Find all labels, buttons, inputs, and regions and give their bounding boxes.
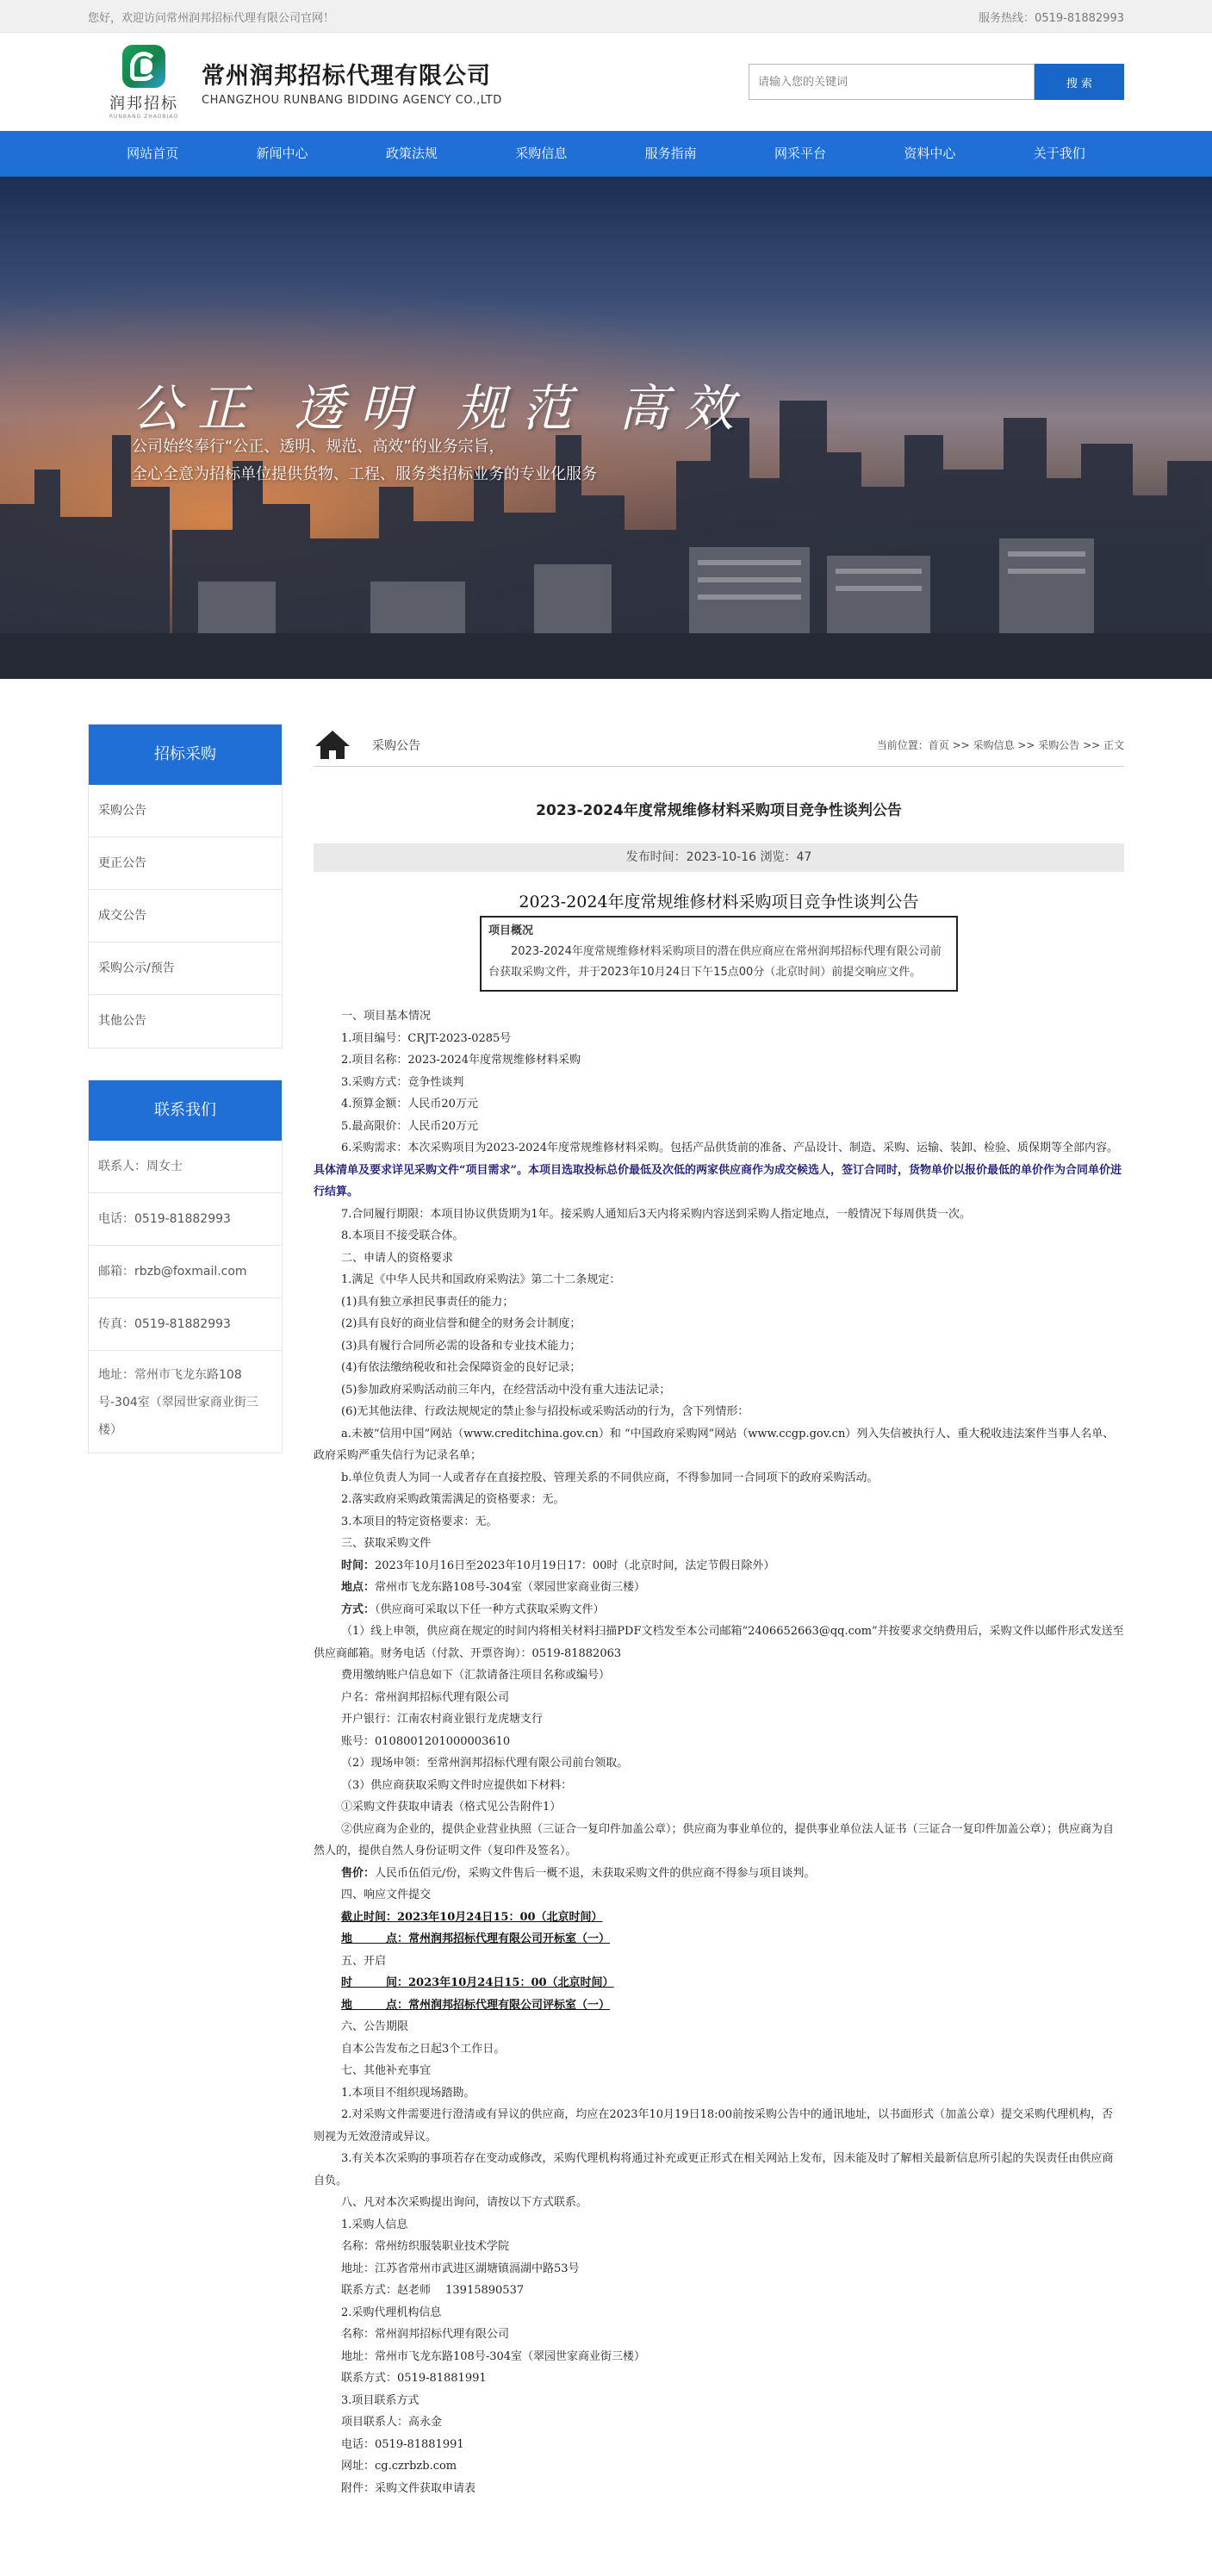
text-line: 1.本项目不组织现场踏勘。 — [341, 2086, 475, 2100]
value-location: 常州市飞龙东路108号-304室（翠园世家商业街三楼） — [375, 1581, 646, 1594]
text-line: 六、公告期限 — [341, 2020, 409, 2033]
search-input[interactable] — [749, 64, 1035, 100]
text-line: 地址：江苏省常州市武进区湖塘镇滆湖中路53号 — [341, 2262, 580, 2275]
text-line: 2.落实政府采购政策需满足的资格要求：无。 — [341, 1493, 565, 1506]
procurement-menu-title: 招标采购 — [89, 725, 282, 785]
contact-email[interactable]: 邮箱：rbzb@foxmail.com — [89, 1246, 282, 1298]
article-area — [314, 724, 1124, 2499]
text-line: 4.预算金额：人民币20万元 — [341, 1098, 478, 1111]
banner-description — [132, 433, 597, 488]
nav-news[interactable]: 新闻中心 — [256, 146, 308, 161]
text-line: 7.合同履行期限：本项目协议供货期为1年。接采购人通知后3天内将采购内容送到采购人指定地点，一般情况下每周供货一次。 — [341, 1207, 971, 1221]
nav-procurement[interactable]: 采购信息 — [515, 146, 568, 161]
hero-banner — [0, 177, 1212, 679]
sidebar — [88, 724, 283, 2499]
contact-box — [88, 1080, 283, 1453]
text-line: 1.满足《中华人民共和国政府采购法》第二十二条规定： — [341, 1273, 621, 1286]
text-line: 自本公告发布之日起3个工作日。 — [341, 2042, 506, 2056]
sidebar-item-other[interactable]: 其他公告 — [98, 1014, 146, 1028]
submission-location: 地 点：常州润邦招标代理有限公司开标室（一） — [341, 1932, 611, 1945]
text-line: 三、获取采购文件 — [341, 1537, 432, 1550]
text-line: 1.项目编号：CRJT-2023-0285号 — [341, 1031, 512, 1045]
text-line: 2.项目名称：2023-2024年度常规维修材料采购 — [341, 1054, 581, 1067]
welcome-text: 您好，欢迎访问常州润邦招标代理有限公司官网！ — [88, 11, 335, 25]
sidebar-item-deal[interactable]: 成交公告 — [89, 890, 282, 943]
text-line: 户名：常州润邦招标代理有限公司 — [341, 1690, 510, 1704]
label-time: 时间： — [341, 1559, 376, 1572]
text-line: 七、其他补充事宜 — [341, 2064, 432, 2077]
overview-text: 2023-2024年度常规维修材料采购项目的潜在供应商应在常州润邦招标代理有限公司前台获取采购文件，并于2023年10月24日下午15点00分（北京时间）前提交响应文件。 — [488, 945, 942, 979]
nav-about[interactable]: 关于我们 — [1033, 146, 1085, 161]
nav-service-guide[interactable]: 服务指南 — [644, 146, 697, 161]
text-line: 名称：常州纺织服装职业技术学院 — [341, 2240, 510, 2253]
text-paragraph: 3.有关本次采购的事项若存在变动或修改，采购代理机构将通过补充或更正形式在相关网站上发布，因未能及时了解相关最新信息所引起的失误责任由供应商自负。 — [314, 2152, 1114, 2187]
nav-policy[interactable]: 政策法规 — [385, 146, 438, 161]
logo-en-text: RUNBANG ZHAOBIAO — [109, 113, 179, 120]
text-paragraph — [314, 1137, 1124, 1204]
main-nav — [0, 131, 1212, 177]
nav-resources[interactable]: 资料中心 — [904, 146, 956, 161]
article-meta: 发布时间：2023-10-16 浏览：47 — [314, 843, 1124, 872]
text-line: b.单位负责人为同一人或者存在直接控股、管理关系的不同供应商，不得参加同一合同项下的政府采购活动。 — [341, 1471, 879, 1484]
sidebar-item-announcement[interactable]: 采购公告 — [89, 785, 282, 837]
opening-location: 地 点：常州润邦招标代理有限公司评标室（一） — [341, 1998, 611, 2012]
nav-home[interactable]: 网站首页 — [127, 146, 179, 161]
text-paragraph: a.未被“信用中国”网站（www.creditchina.gov.cn）和 “中国政府采购网”网站（www.ccgp.gov.cn）列入失信被执行人、重大税收违法案件当事人名单、政府采购严重失信行为记录名单； — [314, 1427, 1115, 1462]
label-method: 方式： — [341, 1602, 376, 1616]
search-button[interactable]: 搜 索 — [1035, 64, 1124, 100]
contact-person: 联系人：周女士 — [89, 1141, 282, 1193]
text-line: 五、开启 — [341, 1954, 387, 1968]
article-title: 2023-2024年度常规维修材料采购项目竞争性谈判公告 — [536, 802, 902, 819]
value-method: （供应商可采取以下任一种方式获取采购文件） — [375, 1602, 605, 1616]
text-line: ①采购文件获取申请表（格式见公告附件1） — [341, 1801, 562, 1814]
text-line: 二、申请人的资格要求 — [341, 1251, 454, 1265]
project-overview-box — [480, 916, 958, 992]
main-content — [88, 724, 1124, 2499]
text-line: 电话：0519-81881991 — [341, 2437, 464, 2451]
text-line: （2）现场申领：至常州润邦招标代理有限公司前台领取。 — [341, 1757, 629, 1770]
top-bar — [0, 0, 1212, 33]
banner-line-1: 公司始终奉行“公正、透明、规范、高效”的业务宗旨， — [132, 438, 505, 456]
text-line — [314, 1907, 1124, 1929]
text-line: 费用缴纳账户信息如下（汇款请备注项目名称或编号） — [341, 1669, 611, 1682]
text-line: 5.最高限价：人民币20万元 — [341, 1119, 478, 1133]
text-paragraph: （1）线上申领，供应商在规定的时间内将相关材料扫描PDF文档发至本公司邮箱“2406652663@qq.com”并按要求交纳费用后，采购文件以邮件形式发送至供应商邮箱。财务电话（付款、开票咨询）：0519-81882063 — [314, 1625, 1124, 1660]
banner-slogan: 公正 透明 规范 高效 — [132, 379, 750, 438]
text-line: 3.采购方式：竞争性谈判 — [341, 1075, 464, 1089]
sidebar-item-notice-preview[interactable]: 采购公示/预告 — [89, 943, 282, 995]
procurement-menu — [88, 724, 283, 1048]
value-price: 人民币伍佰元/份，采购文件售后一概不退，未获取采购文件的供应商不得参与项目谈判。 — [375, 1866, 816, 1880]
text-line: (2)具有良好的商业信誉和健全的财务会计制度； — [341, 1317, 581, 1330]
deadline-text: 截止时间：2023年10月24日15：00（北京时间） — [341, 1910, 603, 1924]
banner-line-2: 全心全意为招标单位提供货物、工程、服务类招标业务的专业化服务 — [132, 465, 597, 483]
text-line — [314, 1972, 1124, 1994]
text-line: 联系方式：赵老师 13915890537 — [341, 2284, 525, 2297]
text-line: (1)具有独立承担民事责任的能力； — [341, 1295, 514, 1309]
document-title: 2023-2024年度常规维修材料采购项目竞争性谈判公告 — [519, 893, 919, 912]
text-line — [314, 1599, 1124, 1621]
logo-icon — [122, 45, 165, 88]
text-line: (4)有依法缴纳税收和社会保障资金的良好记录； — [341, 1361, 581, 1374]
label-price: 售价： — [341, 1866, 376, 1880]
site-header — [0, 33, 1212, 131]
value-time: 2023年10月16日至2023年10月19日17：00时（北京时间，法定节假日除外） — [375, 1559, 775, 1572]
section-title: 采购公告 — [372, 738, 420, 753]
contact-box-title: 联系我们 — [89, 1080, 282, 1141]
text-line: (5)参加政府采购活动前三年内，在经营活动中没有重大违法记录； — [341, 1383, 671, 1397]
text-line: 账号：0108001201000003610 — [341, 1734, 511, 1748]
text-line — [314, 1863, 1124, 1885]
logo-cn-text: 润邦招标 — [109, 94, 178, 113]
company-name — [202, 57, 502, 107]
contact-address: 地址：常州市飞龙东路108号-304室（翠园世家商业街三楼） — [98, 1368, 258, 1437]
text-line: 地址：常州市飞龙东路108号-304室（翠园世家商业街三楼） — [341, 2349, 646, 2363]
text-line: 2.采购代理机构信息 — [341, 2305, 442, 2319]
text-line — [314, 1577, 1124, 1599]
text-line — [314, 1555, 1124, 1577]
breadcrumb-path[interactable]: 当前位置：首页 >> 采购信息 >> 采购公告 >> 正文 — [876, 739, 1124, 751]
contact-phone: 电话：0519-81882993 — [89, 1193, 282, 1246]
label-location: 地点： — [341, 1581, 376, 1594]
text-line: 3.项目联系方式 — [341, 2393, 420, 2407]
overview-heading: 项目概况 — [488, 924, 534, 937]
text-paragraph: ②供应商为企业的，提供企业营业执照（三证合一复印件加盖公章）；供应商为事业单位的，提供事业单位法人证书（三证合一复印件加盖公章）；供应商为自然人的，提供自然人身份证明文件（复印件及签名）。 — [314, 1822, 1115, 1857]
text-line: (6)无其他法律、行政法规规定的禁止参与招投标或采购活动的行为，含下列情形： — [341, 1405, 749, 1418]
sidebar-item-correction[interactable]: 更正公告 — [89, 837, 282, 890]
text-line: (3)具有履行合同所必需的设备和专业技术能力； — [341, 1339, 581, 1353]
text-line: 1.采购人信息 — [341, 2218, 408, 2231]
website-link[interactable]: 网址：cg.czrbzb.com — [341, 2460, 457, 2473]
text-line: （3）供应商获取采购文件时应提供如下材料： — [341, 1778, 573, 1792]
text-line: 8.本项目不接受联合体。 — [341, 1229, 464, 1242]
text-line: 开户银行：江南农村商业银行龙虎塘支行 — [341, 1713, 544, 1726]
text-line: 联系方式：0519-81881991 — [341, 2372, 487, 2385]
breadcrumb — [314, 724, 1124, 767]
text-line — [314, 1928, 1124, 1951]
logo[interactable] — [105, 45, 183, 120]
nav-online-platform[interactable]: 网采平台 — [774, 146, 827, 161]
company-name-cn: 常州润邦招标代理有限公司 — [202, 63, 491, 90]
requirements-emphasis: 具体清单及要求详见采购文件“项目需求”。本项目选取投标总价最低及次低的两家供应商作为成交候选人，签订合同时，货物单价以报价最低的单价作为合同单价进行结算。 — [314, 1163, 1122, 1198]
home-icon — [314, 729, 351, 762]
opening-time: 时 间：2023年10月24日15：00（北京时间） — [341, 1976, 614, 1989]
attachment-link[interactable]: 附件：采购文件获取申请表 — [341, 2481, 476, 2495]
hotline-text: 服务热线：0519-81882993 — [979, 11, 1124, 25]
text-paragraph: 2.对采购文件需要进行澄清或有异议的供应商，均应在2023年10月19日18:00前按采购公告中的通讯地址，以书面形式（加盖公章）提交采购代理机构，否则视为无效澄清或异议。 — [314, 2108, 1114, 2144]
text-line: 四、响应文件提交 — [341, 1888, 432, 1901]
text-line — [314, 1994, 1124, 2017]
company-name-en: CHANGZHOU RUNBANG BIDDING AGENCY CO.,LTD — [202, 94, 502, 107]
text-line: 3.本项目的特定资格要求：无。 — [341, 1515, 498, 1528]
search-bar — [749, 64, 1124, 100]
text-line: 项目联系人：高永金 — [341, 2416, 443, 2429]
requirements-text: 6.采购需求：本次采购项目为2023-2024年度常规维修材料采购。包括产品供货前的准备、产品设计、制造、采购、运输、装卸、检验、质保期等全部内容。 — [341, 1142, 1118, 1154]
text-line: 一、项目基本情况 — [341, 1010, 432, 1023]
text-line: 名称：常州润邦招标代理有限公司 — [341, 2328, 510, 2341]
text-line: 八、凡对本次采购提出询问，请按以下方式联系。 — [341, 2196, 588, 2209]
contact-fax: 传真：0519-81882993 — [89, 1298, 282, 1351]
article-body — [314, 1005, 1124, 2499]
